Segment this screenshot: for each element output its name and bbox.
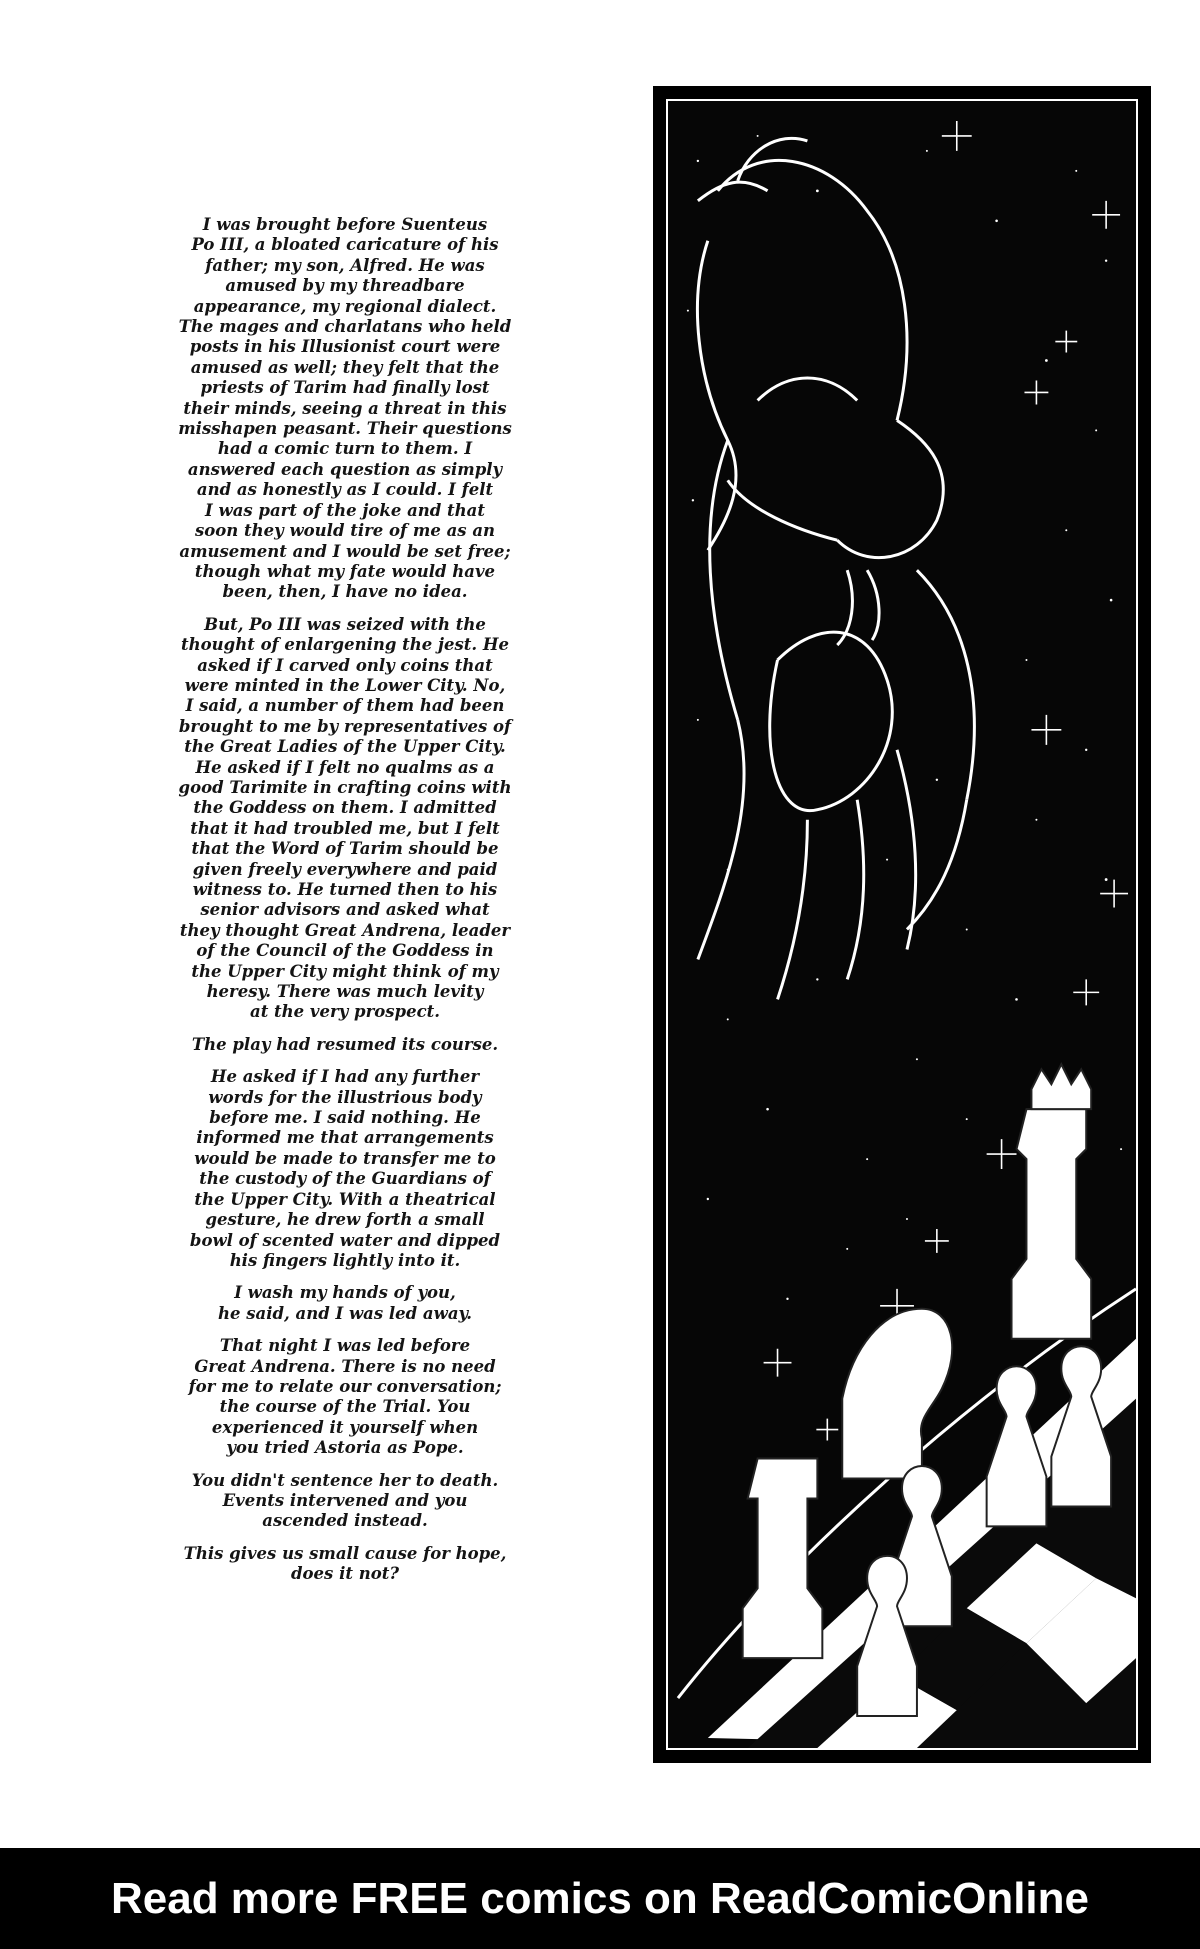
goddess-figure [697,138,974,999]
story-paragraph-7: You didn't sentence her to death. Events intervened and you ascended instead. [191,1470,499,1531]
story-paragraph-8: This gives us small cause for hope, does it not? [183,1543,507,1584]
illustration-panel [653,86,1151,1763]
story-paragraph-6: That night I was led before Great Andrena. There is no need for me to relate our conversation; the course of the Trial. You experienced it yourself when you tried Astoria as Pope. [188,1336,502,1458]
banner-text[interactable]: Read more FREE comics on ReadComicOnline [110,1874,1089,1923]
read-more-banner[interactable] [0,1848,1200,1949]
story-paragraph-2: But, Po III was seized with the thought of enlargening the jest. He asked if I carved only coins that were minted in the Lower City. No, I said, a number of them had been brought to me by representatives of the Great Ladies of the Upper City. He asked if I felt no qualms as a good Tarimite in crafting coins with the Goddess on them. I admitted that it had troubled me, but I felt that the Word of Tarim should be given freely everywhere and paid witness to. He turned then to his senior advisors and asked what they thought Great Andrena, leader of the Council of the Goddess in the Upper City might think of my heresy. There was much levity at the very prospect. [178,614,512,1022]
story-paragraph-3: The play had resumed its course. [191,1034,499,1054]
story-paragraph-5: I wash my hands of you, he said, and I was led away. [218,1283,472,1323]
story-text-column [165,215,525,1597]
illustration-panel-inner [666,99,1138,1750]
starfield-chess-illustration [668,101,1136,1748]
story-paragraph-4: He asked if I had any further words for the illustrious body before me. I said nothing. He informed me that arrangements would be made to transfer me to the custody of the Guardians of the Upper City. With a theatrical gesture, he drew forth a small bowl of scented water and dipped his fingers lightly into it. [189,1067,501,1270]
story-paragraph-1: I was brought before Suenteus Po III, a bloated caricature of his father; my son, Alfred. He was amused by my threadbare appearance, my regional dialect. The mages and charlatans who held posts in his Illusionist court were amused as well; they felt that the priests of Tarim had finally lost their minds, seeing a threat in this misshapen peasant. Their questions had a comic turn to them. I answered each question as simply and as honestly as I could. I felt I was part of the joke and that soon they would tire of me as an amusement and I would be set free; though what my fate would have been, then, I have no idea. [178,215,512,602]
